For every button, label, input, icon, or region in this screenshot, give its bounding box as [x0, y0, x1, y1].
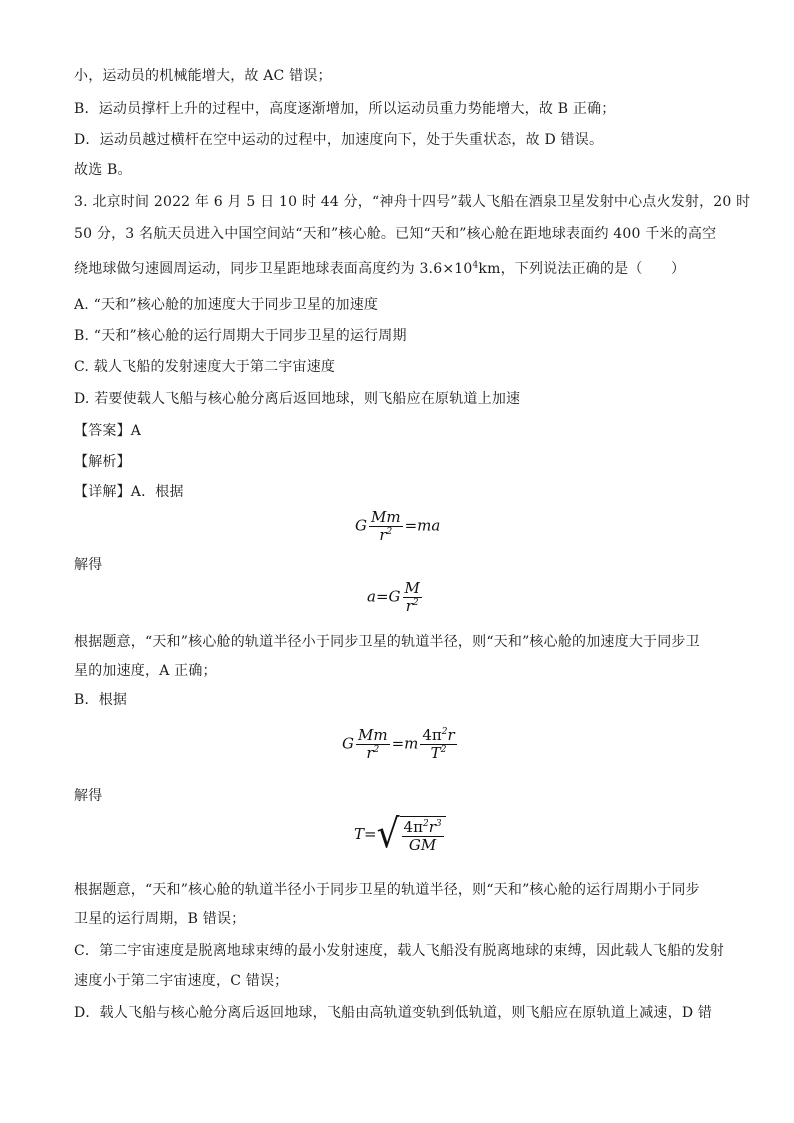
text-line: 卫星的运行周期，B 错误； — [74, 911, 246, 927]
fraction — [403, 580, 422, 615]
formula-1 — [355, 509, 440, 544]
symbol: a — [367, 587, 376, 606]
square-root — [376, 811, 446, 857]
symbol: r — [405, 597, 413, 615]
exponent: 2 — [441, 727, 448, 737]
symbol: G — [342, 734, 354, 753]
symbol: 4π — [422, 726, 442, 744]
text-line: D．运动员越过横杆在空中运动的过程中，加速度向下，处于失重状态，故 D 错误。 — [74, 132, 604, 148]
stem-text: km，下列说法正确的是（ ） — [478, 261, 686, 277]
formula-3 — [342, 727, 459, 762]
option-a: A. “天和”核心舱的加速度大于同步卫星的加速度 — [74, 297, 379, 313]
answer-label: 【答案】A — [74, 423, 142, 439]
symbol: r — [366, 744, 374, 762]
symbol: 4π — [403, 818, 423, 836]
option-b: B. “天和”核心舱的运行周期大于同步卫星的运行周期 — [74, 328, 407, 344]
equals: = — [404, 516, 418, 535]
exponent: 3 — [435, 819, 442, 829]
text-line: 根据题意，“天和”核心舱的轨道半径小于同步卫星的轨道半径，则“天和”核心舱的运行周期小于同步 — [74, 882, 700, 898]
numerator: M — [404, 579, 420, 597]
detail-a: 【详解】A．根据 — [74, 484, 184, 500]
symbol: T — [430, 744, 441, 762]
denominator: GM — [408, 836, 437, 854]
text-line: 故选 B。 — [74, 162, 132, 178]
fraction — [402, 819, 444, 854]
fraction — [420, 727, 456, 762]
text-line: 速度小于第二宇宙速度，C 错误； — [74, 973, 289, 989]
option-c: C. 载人飞船的发射速度大于第二宇宙速度 — [74, 359, 336, 375]
question-stem-line: 50 分，3 名航天员进入中国空间站“天和”核心舱。已知“天和”核心舱在距地球表面约 400 千米的高空 — [74, 226, 717, 242]
denominator — [364, 745, 381, 762]
fraction — [356, 727, 390, 762]
text-line: B．运动员撑杆上升的过程中，高度逐渐增加，所以运动员重力势能增大，故 B 正确； — [74, 101, 616, 117]
text-line: 星的加速度，A 正确； — [74, 663, 217, 679]
exponent: 2 — [412, 598, 419, 608]
symbol: r — [379, 526, 387, 544]
stem-text: 绕地球做匀速圆周运动，同步卫星距地球表面高度约为 3.6×10 — [74, 261, 473, 277]
text-line: 解得 — [74, 788, 103, 804]
exponent: 2 — [386, 527, 393, 537]
equals: = — [391, 734, 405, 753]
denominator — [429, 745, 449, 762]
option-d: D. 若要使载人飞船与核心舱分离后返回地球，则飞船应在原轨道上加速 — [74, 391, 521, 407]
numerator: Mm — [370, 508, 401, 526]
denominator — [377, 527, 394, 544]
exponent: 2 — [422, 819, 429, 829]
analysis-label: 【解析】 — [74, 454, 131, 470]
exponent: 2 — [373, 745, 380, 755]
denominator — [404, 598, 421, 615]
radical-sign: √ — [376, 811, 400, 857]
numerator — [402, 819, 444, 837]
text-line: 解得 — [74, 557, 103, 573]
equals: = — [364, 825, 377, 843]
symbol: T — [354, 825, 365, 843]
symbol: r — [447, 726, 455, 744]
symbol: m — [404, 734, 419, 753]
exponent: 2 — [440, 745, 447, 755]
text-line: B．根据 — [74, 692, 128, 708]
question-stem-line: 3. 北京时间 2022 年 6 月 5 日 10 时 44 分，“神舟十四号”载人飞船在酒泉卫星发射中心点火发射，20 时 — [74, 194, 751, 210]
exponent: 4 — [472, 260, 479, 271]
radicand — [400, 816, 446, 854]
symbol: ma — [417, 516, 441, 535]
text-line: C．第二宇宙速度是脱离地球束缚的最小发射速度，载人飞船没有脱离地球的束缚，因此载人飞船的发射 — [74, 943, 724, 959]
symbol: G — [388, 587, 401, 606]
formula-2 — [367, 580, 424, 615]
formula-4 — [354, 811, 446, 857]
equals: = — [375, 587, 389, 606]
question-stem-line — [74, 259, 685, 279]
text-line: 小，运动员的机械能增大，故 AC 错误； — [74, 68, 332, 84]
text-line: D．载人飞船与核心舱分离后返回地球，飞船由高轨道变轨到低轨道，则飞船应在原轨道上减速，D 错 — [74, 1005, 713, 1021]
text-line: 根据题意，“天和”核心舱的轨道半径小于同步卫星的轨道半径，则“天和”核心舱的加速度大于同步卫 — [74, 634, 700, 650]
numerator: Mm — [357, 726, 388, 744]
symbol: r — [428, 818, 436, 836]
fraction — [369, 509, 403, 544]
symbol: G — [355, 516, 367, 535]
numerator — [420, 727, 456, 745]
